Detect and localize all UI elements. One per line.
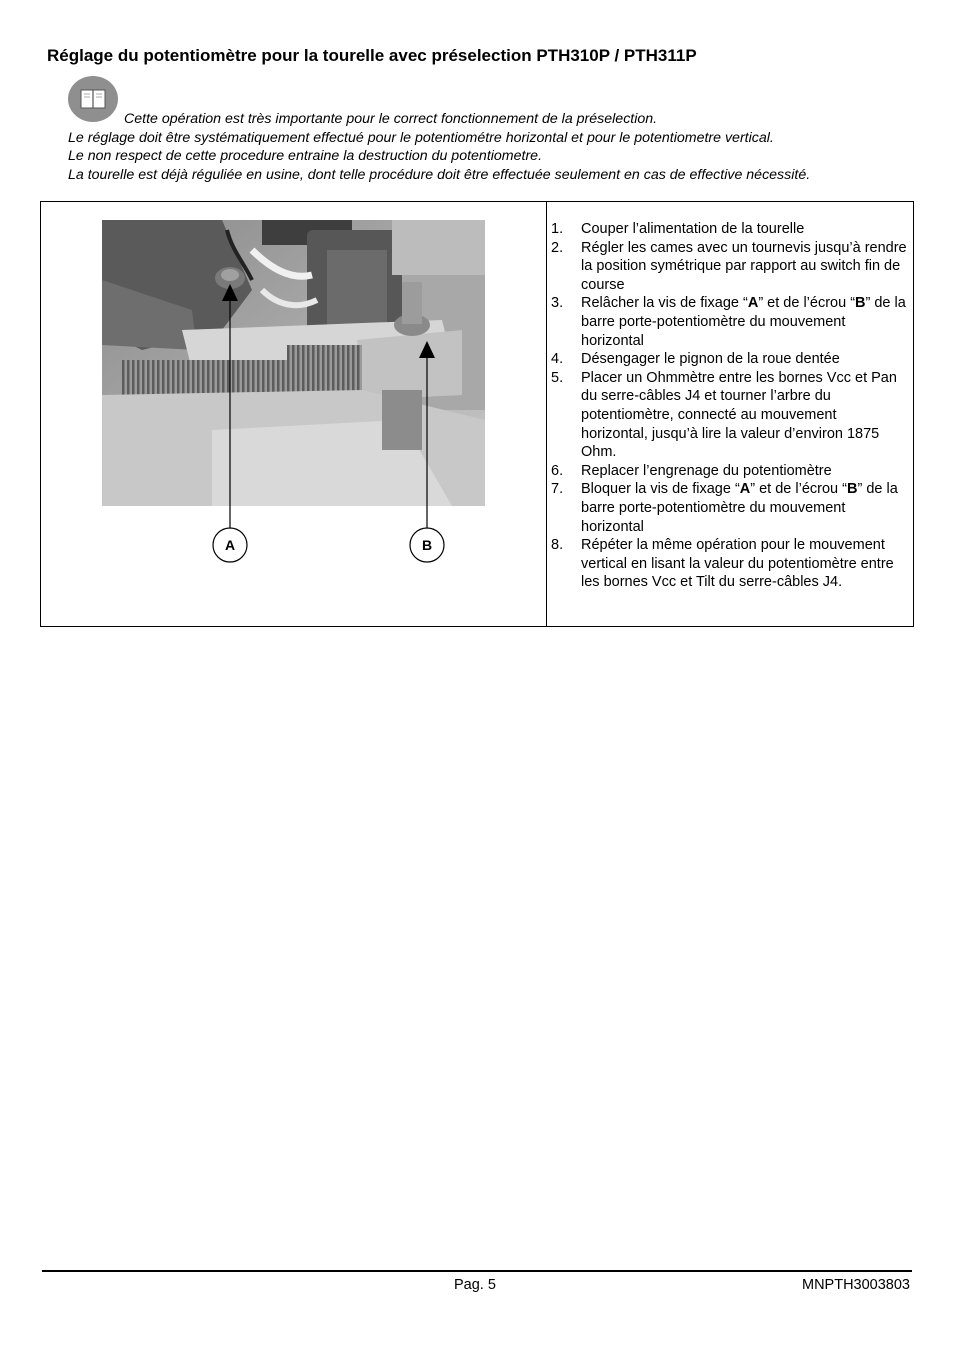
figure <box>102 220 487 567</box>
book-icon-glyph <box>80 89 106 109</box>
page-title: Réglage du potentiomètre pour la tourelle avec préselection PTH310P / PTH311P <box>47 46 697 65</box>
step-text: Bloquer la vis de fixage “ <box>581 481 740 498</box>
step-item <box>551 220 907 239</box>
footer-rule <box>42 1270 912 1272</box>
step-number: 5. <box>551 369 564 386</box>
page-number: Pag. 5 <box>454 1277 496 1293</box>
step-text: Régler les cames avec un tournevis jusqu’à rendre la position symétrique par rapport au switch fin de course <box>581 239 907 293</box>
step-item <box>551 480 907 536</box>
step-text: ” et de l’écrou “ <box>758 295 856 312</box>
step-number: 2. <box>551 239 564 256</box>
note-line: La tourelle est déjà réguliée en usine, dont telle procédure doit être effectuée seulement en cas de effective nécessité. <box>68 166 811 183</box>
step-item <box>551 369 907 462</box>
screw-label: A <box>739 481 751 498</box>
potentiometer-photo <box>102 220 487 567</box>
step-text: Replacer l’engrenage du potentiomètre <box>581 462 832 479</box>
label-b: B <box>421 537 433 553</box>
step-text: Placer un Ohmmètre entre les bornes Vcc et Pan du serre-câbles J4 et tourner l’arbre du potentiomètre, connecté au mouvement horizontal, jusqu’à lire la valeur d’environ 1875 Ohm. <box>581 369 897 461</box>
step-item <box>551 462 907 481</box>
step-number: 3. <box>551 295 564 312</box>
step-number: 4. <box>551 351 564 368</box>
step-text: ” et de l’écrou “ <box>750 481 847 498</box>
step-number: 6. <box>551 462 564 479</box>
nut-label: B <box>846 481 858 498</box>
step-number: 1. <box>551 221 564 237</box>
note-line: Cette opération est très importante pour le correct fonctionnement de la préselection. <box>124 111 658 127</box>
nut-label: B <box>855 295 866 312</box>
step-text: ” de la barre porte-potentiomètre du mouvement horizontal <box>581 481 898 535</box>
label-a: A <box>224 537 236 553</box>
important-notes <box>68 110 928 184</box>
step-text: Relâcher la vis de fixage “ <box>581 295 748 312</box>
step-number: 8. <box>551 537 564 554</box>
step-text: ” de la barre porte-potentiomètre du mouvement horizontal <box>581 295 906 349</box>
document-code: MNPTH3003803 <box>802 1277 910 1293</box>
procedure-steps <box>551 220 907 592</box>
note-line: Le non respect de cette procedure entraine la destruction du potentiometre. <box>68 148 543 165</box>
procedure-box <box>40 201 914 627</box>
screw-label: A <box>747 295 759 312</box>
step-text: Couper l’alimentation de la tourelle <box>581 221 805 237</box>
step-number: 7. <box>551 481 564 498</box>
step-item <box>551 536 907 592</box>
step-item <box>551 350 907 369</box>
note-line: Le réglage doit être systématiquement effectué pour le potentiométre horizontal et pour le potentiometre vertical. <box>68 129 774 146</box>
column-divider <box>546 202 547 626</box>
step-item <box>551 239 907 295</box>
step-item <box>551 294 907 350</box>
step-text: Répéter la même opération pour le mouvement vertical en lisant la valeur du potentiomètre entre les bornes Vcc et Tilt du serre-câbles J4. <box>581 537 894 591</box>
step-text: Désengager le pignon de la roue dentée <box>581 351 840 368</box>
